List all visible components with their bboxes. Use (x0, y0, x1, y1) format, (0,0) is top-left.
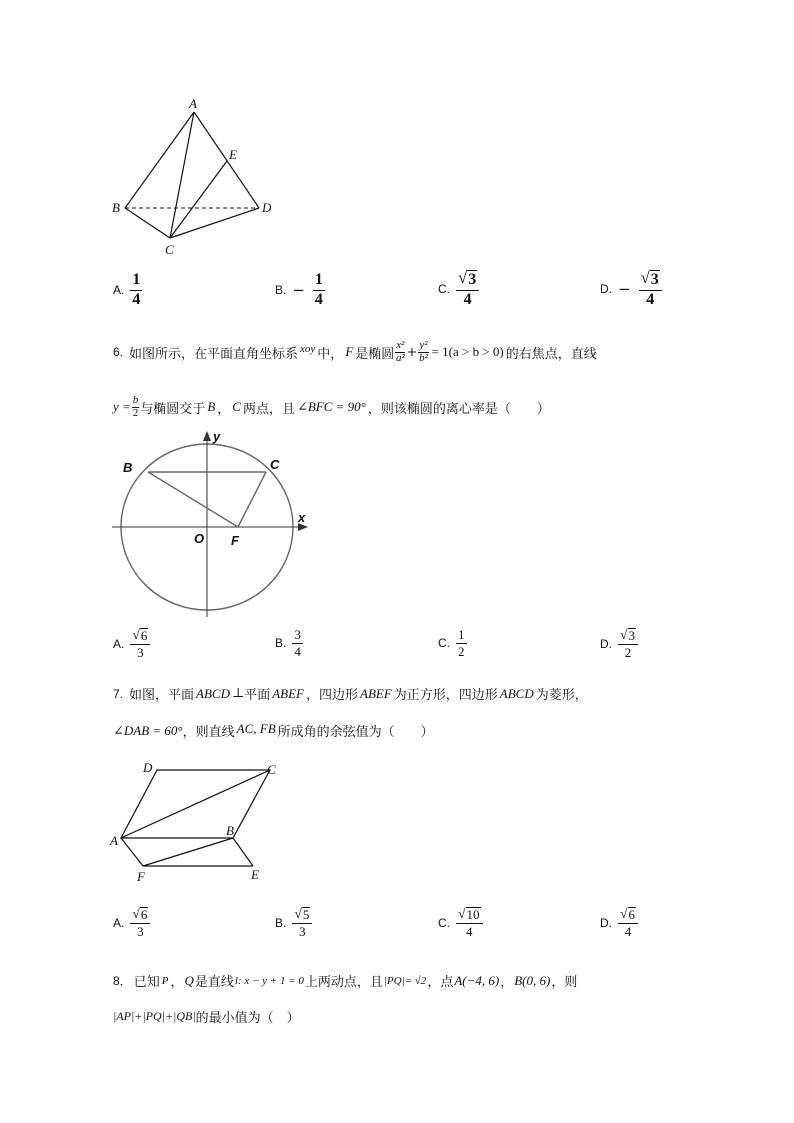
label-A: A (189, 96, 197, 111)
denominator: a² (395, 351, 405, 364)
option-fraction (292, 907, 312, 939)
sqrt-symbol (620, 907, 636, 922)
edge-BC (125, 208, 170, 238)
label-B: B (226, 823, 234, 838)
q7-line-1 (113, 684, 588, 703)
segment-CE (170, 161, 227, 238)
fraction-denominator: 3 (299, 924, 306, 940)
numerator: y² (419, 339, 428, 351)
edge-AD (194, 112, 259, 208)
sqrt-symbol (458, 907, 481, 922)
q8-line-1 (113, 971, 577, 990)
option-letter: B. (275, 283, 287, 298)
option-letter: A. (113, 636, 125, 651)
radicand: 3 (468, 271, 477, 288)
q7-option-a[interactable] (113, 907, 150, 939)
q7-option-d[interactable] (600, 907, 638, 939)
q7-text: 为菱形， (535, 688, 588, 703)
plane-label: ABEF (272, 685, 304, 701)
edge-BE (233, 838, 253, 866)
radical-sign: √ (132, 627, 140, 642)
q5-option-d[interactable] (600, 270, 662, 308)
q6-option-b[interactable] (275, 628, 303, 658)
radicand: 6 (628, 907, 635, 922)
option-fraction (130, 272, 142, 309)
question-number: 8． (113, 974, 132, 988)
label-x: x (298, 510, 306, 525)
option-fraction (313, 272, 325, 309)
sqrt-symbol (458, 270, 477, 289)
fraction-denominator: 4 (624, 924, 632, 940)
line-lhs: y = (113, 399, 131, 415)
q8-text: ， (500, 975, 514, 990)
q7-option-b[interactable] (275, 907, 312, 939)
fraction-numerator: 1 (458, 627, 465, 642)
label-B: B (123, 460, 133, 475)
fraction-numerator (130, 628, 150, 645)
fraction-denominator: 4 (463, 290, 472, 308)
fraction-numerator (456, 907, 483, 924)
fraction-denominator: 4 (646, 290, 655, 308)
q7-line-2 (113, 721, 434, 740)
option-fraction (456, 907, 483, 939)
q5-option-a[interactable] (113, 272, 142, 309)
fraction-denominator: 4 (294, 643, 301, 659)
radicand: 6 (140, 628, 148, 643)
line-equation: l: x − y + 1 = 0 (234, 974, 304, 987)
q6-text: 的右焦点，直线 (505, 346, 597, 362)
radicand: 3 (628, 628, 635, 643)
plane-label: ABCD (196, 685, 230, 701)
fraction-numerator (456, 270, 479, 291)
point-b-coords: B(0, 6) (514, 972, 551, 988)
fraction-numerator (130, 907, 150, 924)
sqrt-symbol (641, 270, 660, 289)
label-A: A (110, 833, 118, 848)
plus-sign: + (406, 344, 418, 360)
option-letter: D. (600, 915, 612, 930)
quad-label: ABEF (360, 685, 392, 701)
tetrahedron-figure (108, 95, 288, 260)
sqrt-symbol (132, 907, 148, 922)
radical-sign: √ (458, 268, 468, 287)
label-C: C (267, 762, 276, 777)
q7-text: 为正方形，四边形 (393, 688, 498, 703)
option-letter: B. (275, 915, 287, 930)
q7-text: 如图，平面 (129, 688, 195, 703)
q6-text: ，则该椭圆的离心率是（ ） (367, 401, 550, 417)
label-C: C (270, 457, 280, 472)
diagonal-AC (121, 770, 270, 838)
point-label: Q (184, 972, 194, 988)
perpendicular-symbol: ⊥ (231, 686, 245, 701)
label-O: O (194, 531, 205, 546)
point-label: P (161, 974, 169, 987)
q6-text: ， (217, 401, 231, 417)
numerator: x² (396, 339, 405, 351)
point-a-coords: A(−4, 6) (454, 972, 500, 988)
option-letter: C. (438, 915, 450, 930)
denominator: 2 (132, 406, 139, 419)
q6-option-c[interactable] (438, 628, 467, 658)
option-sign: − (292, 281, 305, 300)
q6-text: 与椭圆交于 (140, 401, 206, 417)
radicand: 5 (302, 907, 310, 922)
label-B: B (112, 200, 120, 215)
lines-label: AC, FB (236, 720, 276, 736)
option-fraction (618, 628, 638, 660)
edge-CD (170, 208, 259, 238)
angle-expression: ∠DAB = 60° (113, 722, 183, 738)
option-sign: − (618, 280, 631, 299)
fraction-denominator: 4 (314, 290, 323, 308)
fraction-denominator: 2 (458, 643, 465, 659)
option-letter: C. (438, 636, 450, 651)
q7-text: ，则直线 (182, 725, 235, 740)
option-letter: D. (600, 282, 612, 297)
coordinate-system-label: xoy (300, 343, 316, 356)
sqrt-symbol (294, 907, 310, 922)
radical-sign: √ (620, 906, 628, 921)
q7-text: 平面 (244, 688, 271, 703)
fraction-denominator: 3 (137, 645, 144, 661)
question-number: 7. (113, 686, 124, 701)
q6-text: 是椭圆 (355, 346, 395, 362)
q8-text: ，则 (551, 975, 578, 990)
q8-text: ， (170, 975, 184, 990)
q6-option-d[interactable] (600, 628, 638, 660)
q8-text: 是直线 (194, 975, 234, 990)
q7-option-c[interactable] (438, 907, 483, 939)
radical-sign: √ (132, 906, 140, 921)
q8-text: 已知 (133, 975, 160, 990)
pq-length: |PQ|= √2 (383, 974, 427, 987)
tetrahedron-svg (108, 95, 288, 260)
radicand: 3 (650, 271, 659, 288)
label-C: C (165, 242, 174, 257)
q6-text: 如图所示，在平面直角坐标系 (129, 346, 299, 362)
option-fraction (639, 270, 662, 308)
ellipse-x-term (395, 340, 405, 364)
option-letter: D. (600, 636, 612, 651)
edge-AC (170, 112, 194, 238)
label-E: E (251, 867, 259, 882)
option-letter: A. (113, 283, 125, 298)
sqrt-symbol (132, 628, 148, 643)
label-D: D (143, 760, 153, 775)
sqrt-symbol (620, 628, 636, 643)
radicand: 6 (140, 907, 148, 922)
edge-AF (121, 838, 143, 866)
distance-expression: |AP|+|PQ|+|QB| (113, 1009, 196, 1023)
ellipse-y-term (418, 340, 428, 364)
angle-expression: ∠BFC = 90° (296, 399, 366, 415)
label-F: F (231, 533, 239, 548)
ellipse-svg (110, 425, 315, 620)
q6-text: 中， (317, 346, 344, 362)
rhombus-square-figure (108, 755, 293, 885)
fraction-numerator: 1 (313, 272, 325, 291)
option-fraction (456, 628, 467, 658)
fraction-numerator (292, 907, 312, 924)
option-fraction (130, 628, 150, 660)
denominator: b² (419, 351, 428, 364)
radical-sign: √ (294, 906, 302, 921)
ellipse-figure (110, 425, 315, 620)
fraction-denominator: 4 (466, 924, 473, 940)
focus-label: F (345, 344, 354, 360)
rhombus-square-svg (108, 755, 293, 885)
quad-label: ABCD (499, 685, 534, 701)
label-E: E (229, 147, 237, 162)
q6-line-2 (113, 395, 550, 419)
q7-text: ，四边形 (306, 688, 359, 703)
fraction-denominator: 3 (137, 924, 144, 940)
option-letter: C. (438, 282, 450, 297)
radical-sign: √ (458, 906, 466, 921)
segment-FB (143, 838, 233, 866)
option-letter: B. (275, 636, 287, 651)
q6-option-a[interactable] (113, 628, 150, 660)
fraction-numerator (639, 270, 662, 291)
option-fraction (456, 270, 479, 308)
q5-option-c[interactable] (438, 270, 479, 308)
q6-text: 两点，且 (242, 401, 295, 417)
option-fraction (292, 628, 303, 658)
fraction-numerator (618, 907, 638, 924)
q6-line-1 (113, 340, 597, 364)
segment-BF (148, 472, 238, 527)
point-label: B (207, 399, 216, 415)
q8-line-2 (113, 1007, 300, 1026)
label-F: F (137, 869, 145, 884)
fraction-numerator: 1 (130, 272, 142, 291)
q5-option-b[interactable] (275, 272, 325, 309)
ellipse-rhs: = 1(a > b > 0) (431, 344, 504, 360)
y-axis-arrow-icon (203, 431, 211, 441)
q8-text: 的最小值为（ ） (195, 1011, 300, 1026)
label-D: D (262, 200, 272, 215)
question-number: 6. (113, 345, 124, 360)
label-y: y (213, 429, 221, 444)
radical-sign: √ (620, 627, 628, 642)
radicand: 10 (466, 907, 480, 922)
option-letter: A. (113, 915, 125, 930)
point-label: C (232, 399, 241, 415)
option-fraction (618, 907, 638, 939)
q8-text: ，点 (427, 975, 454, 990)
q7-text: 所成角的余弦值为（ ） (277, 725, 434, 740)
segment-CF (238, 472, 266, 527)
fraction-numerator: 3 (294, 627, 301, 642)
fraction-numerator (618, 628, 638, 645)
line-fraction (132, 395, 140, 419)
option-fraction (130, 907, 150, 939)
q8-text: 上两动点，且 (304, 975, 383, 990)
edge-AB (125, 112, 194, 208)
radical-sign: √ (640, 268, 650, 287)
fraction-denominator: 4 (132, 290, 141, 308)
fraction-denominator: 2 (624, 645, 632, 661)
numerator: b (132, 394, 139, 406)
